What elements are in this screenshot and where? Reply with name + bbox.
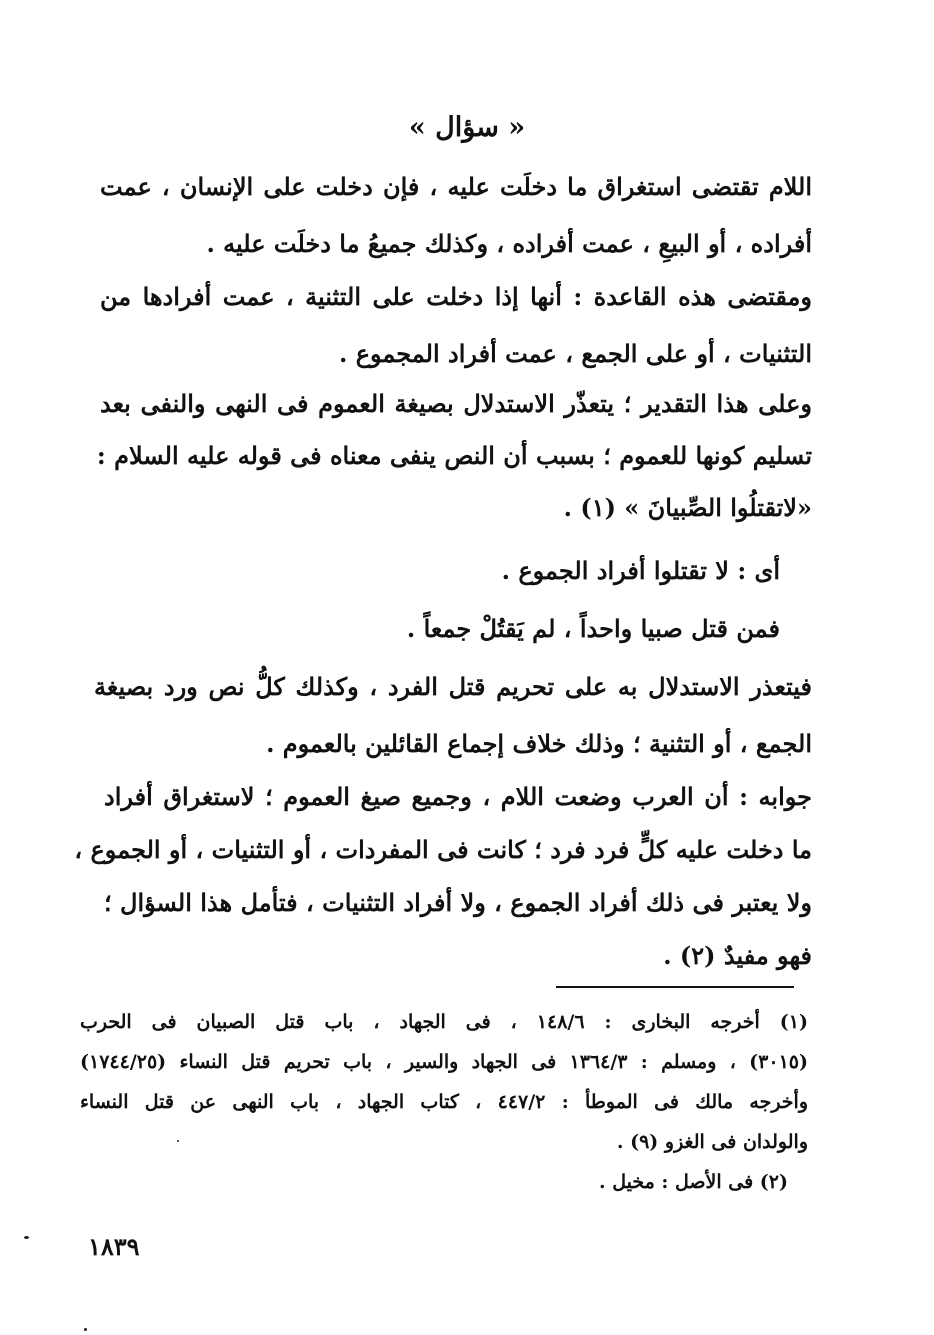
paragraph-3 [96, 378, 812, 534]
paragraph-line: جوابه : أن العرب وضعت اللام ، وجميع صيغ العموم ؛ لاستغراق أفراد [104, 782, 812, 811]
paragraph-line: ومقتضى هذه القاعدة : أنها إذا دخلت على التثنية ، عمت أفرادها من [100, 282, 812, 311]
paragraph-line: ولا يعتبر فى ذلك أفراد الجموع ، ولا أفراد التثنيات ، فتأمل هذا السؤال ؛ [104, 888, 812, 917]
paragraph-7 [74, 770, 812, 982]
paragraph-4 [100, 542, 780, 599]
paragraph-1 [100, 158, 812, 272]
paragraph-line: فيتعذر الاستدلال به على تحريم قتل الفرد ، وكذلك كلُّ نص ورد بصيغة [94, 672, 812, 701]
scan-speck [84, 1328, 87, 1331]
footnote-separator [556, 986, 794, 988]
page-number: ١٨٣٩ [88, 1232, 140, 1261]
paragraph-line: «لاتقتلُوا الصِّبيانَ » (١) . [563, 493, 812, 522]
paragraph-line: فمن قتل صبيا واحداً ، لم يَقتُلْ جمعاً . [406, 614, 780, 643]
paragraph-line: أى : لا تقتلوا أفراد الجموع . [501, 556, 780, 585]
footnote-line: (٢) فى الأصل : مخيل . [598, 1171, 788, 1193]
paragraph-6 [94, 658, 812, 772]
paragraph-line: الجمع ، أو التثنية ؛ وذلك خلاف إجماع القائلين بالعموم . [266, 729, 812, 758]
footnote-line: (٣٠١٥) ، ومسلم : ١٣٦٤/٣ فى الجهاد والسير ، باب تحريم قتل النساء (١٧٤٤/٢٥) [80, 1051, 808, 1073]
scan-speck [177, 1140, 179, 1142]
footnote-line: والولدان فى الغزو (٩) . [616, 1131, 808, 1153]
page-title: « سؤال » [408, 112, 526, 143]
paragraph-2 [100, 268, 812, 382]
paragraph-line: ما دخلت عليه كلٍّ فرد فرد ؛ كانت فى المفردات ، أو التثنيات ، أو الجموع ، [74, 835, 812, 864]
paragraph-line: أفراده ، أو البيعِ ، عمت أفراده ، وكذلك جميعُ ما دخلَت عليه . [206, 229, 812, 258]
paragraph-5 [100, 600, 780, 657]
footnote-line: وأخرجه مالك فى الموطأ : ٤٤٧/٢ ، كتاب الجهاد ، باب النهى عن قتل النساء [80, 1091, 808, 1113]
paragraph-line: وعلى هذا التقدير ؛ يتعذّر الاستدلال بصيغة العموم فى النهى والنفى بعد [100, 389, 812, 418]
paragraph-line: التثنيات ، أو على الجمع ، عمت أفراد المجموع . [339, 339, 812, 368]
paragraph-line: تسليم كونها للعموم ؛ بسبب أن النص ينفى معناه فى قوله عليه السلام : [96, 441, 812, 470]
paragraph-line: فهو مفيدٌ (٢) . [663, 941, 812, 970]
footnote-line: (١) أخرجه البخارى : ١٤٨/٦ ، فى الجهاد ، باب قتل الصبيان فى الحرب [80, 1011, 808, 1033]
paragraph-line: اللام تقتضى استغراق ما دخلَت عليه ، فإن دخلت على الإنسان ، عمت [100, 172, 812, 201]
footnotes [80, 1002, 808, 1202]
scan-speck [24, 1236, 29, 1239]
